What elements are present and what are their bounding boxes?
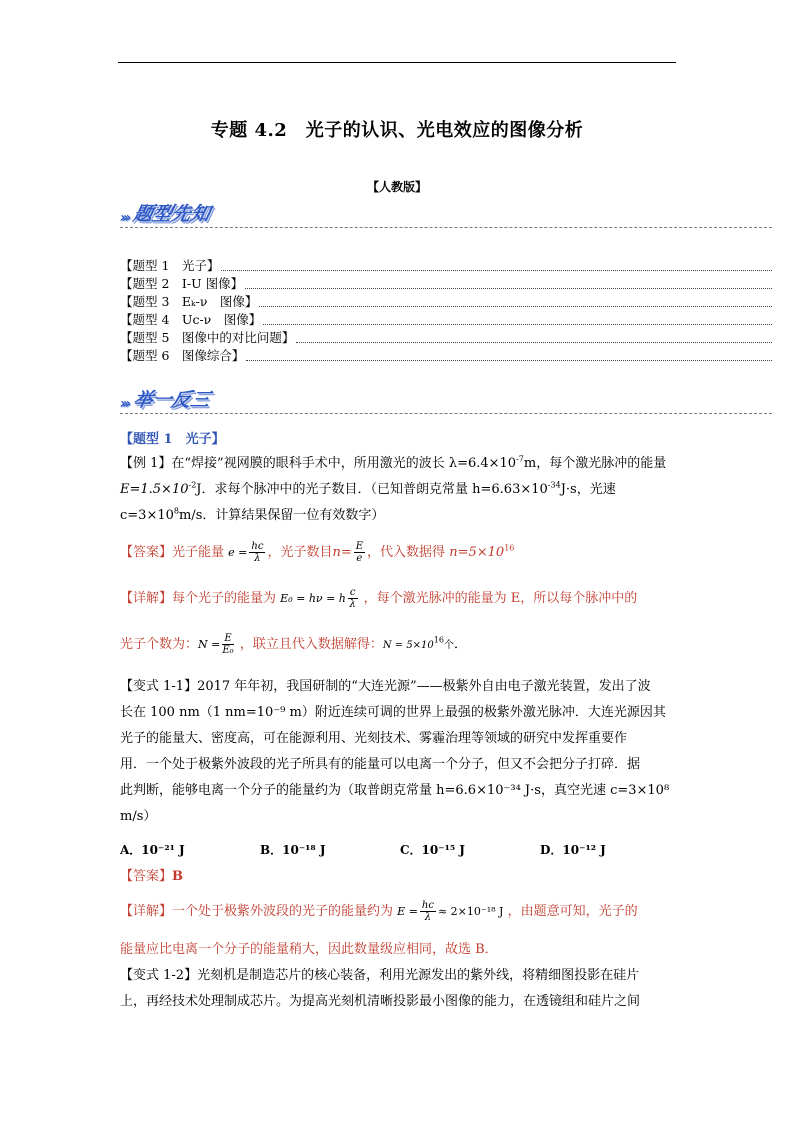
choice-d[interactable]: D．10⁻¹² J xyxy=(540,843,606,857)
detail-1-cont: 光子个数为：N = $\frac{E}{\text{E₀}}$ ，联立且代入数据解得：$N = 5\times 10^{16}$个． xyxy=(120,633,467,656)
toc-banner xyxy=(120,200,213,226)
edition-label: 【人教版】 xyxy=(366,180,427,194)
choices-row xyxy=(120,841,680,858)
choice-a[interactable]: A．10⁻²¹ J xyxy=(120,843,185,857)
answer-1: 【答案】光子能量 e = $\frac{hc}{\lambda}$ ，光子数目n= $\frac{E}{e}$ ，代入数据得 $n=5\times 10^{16}$ xyxy=(120,541,515,564)
choice-b[interactable]: B．10⁻¹⁸ J xyxy=(260,843,326,857)
detail-2: 【详解】一个处于极紫外波段的光子的能量约为 E = $\frac{hc}{\lambda}$ ≈ 2×10⁻¹⁸ J ，由题意可知，光子的 xyxy=(120,900,638,923)
toc-divider xyxy=(120,227,772,228)
chevron-icon: ››› xyxy=(120,396,129,412)
variant-1-1: 【变式 1-1】2017 年年初，我国研制的“大连光源”——极紫外自由电子激光装置，发出了波 长在 100 nm（1 nm=10⁻⁹ m）附近连续可调的世界上最强的极紫外激光脉冲．大连光源因其 光子的能量大、密度高，可在能源利用、光刻技术、雾霾治理等领域的研究中发挥重要作 用．一个处于极紫外波段的光子所具有的能量可以电离一个分子，但又不会把分子打碎．据 此判断，能够电离一个分子的能量约为（取普朗克常量 h=6.6×10⁻³⁴ J·s，真空光速 c=3×10⁸ m/s） xyxy=(120,679,670,824)
toc-item[interactable]: 【题型 1 光子】 xyxy=(120,257,772,274)
chevron-icon: ››› xyxy=(120,210,129,226)
detail-2-cont: 能量应比电离一个分子的能量稍大，因此数量级应相同，故选 B． xyxy=(120,942,498,957)
toc-item[interactable]: 【题型 6 图像综合】 xyxy=(120,347,772,364)
header-rule xyxy=(118,62,676,63)
toc-banner-text: 题型先知 xyxy=(131,203,213,225)
examples-banner xyxy=(120,386,213,412)
toc-item[interactable]: 【题型 2 I-U 图像】 xyxy=(120,275,772,292)
page-title: 专题 4.2 光子的认识、光电效应的图像分析 xyxy=(210,120,584,141)
answer-2: 【答案】B xyxy=(120,869,184,884)
examples-divider xyxy=(120,413,772,414)
toc-item[interactable]: 【题型 3 Eₖ-ν 图像】 xyxy=(120,293,772,310)
section-heading: 【题型 1 光子】 xyxy=(120,432,225,447)
toc-item[interactable]: 【题型 5 图像中的对比问题】 xyxy=(120,329,772,346)
example-1: 【例 1】在“焊接”视网膜的眼科手术中，所用激光的波长 $\lambda=6.4\times 10^{-7}m$，每个激光脉冲的能量 $E=1.5\times 10^{-2}J$．求每个脉冲中的光子数目．（已知普朗克常量 $h=6.63\times 10^{-34}J\cdot s$，光速 $c=3\times 10^8m/s$．计算结果保留一位有效数字） xyxy=(120,454,667,523)
examples-banner-text: 举一反三 xyxy=(131,389,213,411)
choice-c[interactable]: C．10⁻¹⁵ J xyxy=(400,843,465,857)
detail-1: 【详解】每个光子的能量为 E₀ = hν = h $\frac{c}{\lambda}$ ，每个激光脉冲的能量为 E，所以每个脉冲中的 xyxy=(120,587,638,610)
toc-item[interactable]: 【题型 4 Uc-ν 图像】 xyxy=(120,311,772,328)
variant-1-2: 【变式 1-2】光刻机是制造芯片的核心装备，利用光源发出的紫外线，将精细图投影在硅片 上，再经技术处理制成芯片。为提高光刻机清晰投影最小图像的能力，在透镜组和硅片之间 xyxy=(120,968,641,1009)
